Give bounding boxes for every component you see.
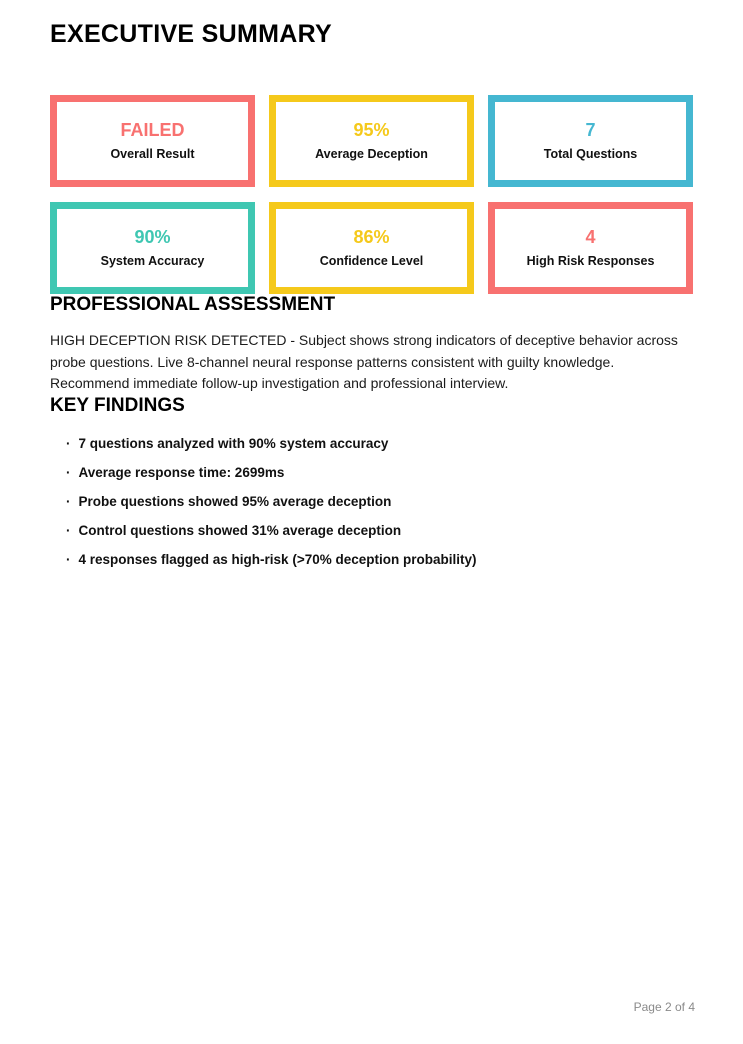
findings-heading: KEY FINDINGS [50, 394, 185, 416]
finding-item [66, 437, 693, 451]
page-number: Page 2 of 4 [633, 1000, 695, 1014]
stat-value: 4 [585, 227, 596, 248]
bullet-icon: · [66, 464, 71, 480]
stat-value: 86% [353, 227, 390, 248]
bullet-icon: · [66, 522, 71, 538]
stat-card [488, 95, 693, 187]
findings-list [50, 437, 693, 567]
finding-item [66, 524, 693, 538]
finding-item [66, 495, 693, 509]
bullet-icon: · [66, 435, 71, 451]
bullet-icon: · [66, 493, 71, 509]
finding-item [66, 553, 693, 567]
finding-text: 4 responses flagged as high-risk (>70% deception probability) [78, 551, 477, 567]
stat-label: Overall Result [110, 147, 195, 162]
stat-card [269, 95, 474, 187]
finding-text: Control questions showed 31% average deception [78, 522, 402, 538]
stat-label: Total Questions [543, 147, 638, 162]
stat-value: 90% [134, 227, 171, 248]
stat-label: Confidence Level [319, 254, 424, 269]
stat-card [50, 95, 255, 187]
stat-value: 7 [585, 120, 596, 141]
finding-item [66, 466, 693, 480]
stat-value: 95% [353, 120, 390, 141]
stat-card [488, 202, 693, 294]
page-title: EXECUTIVE SUMMARY [50, 20, 332, 48]
stat-card [50, 202, 255, 294]
stat-card [269, 202, 474, 294]
stat-label: Average Deception [315, 147, 428, 162]
stat-value: FAILED [120, 120, 185, 141]
assessment-heading: PROFESSIONAL ASSESSMENT [50, 294, 336, 315]
assessment-body: HIGH DECEPTION RISK DETECTED - Subject shows strong indicators of deceptive behavior across probe questions. Live 8-channel neural response patterns consistent with guilty knowledge. Recommend immediate follow-up investigation and professional interview. [50, 332, 678, 391]
stat-label: High Risk Responses [526, 254, 655, 269]
finding-text: 7 questions analyzed with 90% system accuracy [78, 435, 389, 451]
summary-stat-cards [50, 95, 693, 294]
stat-label: System Accuracy [100, 254, 205, 269]
finding-text: Average response time: 2699ms [78, 464, 285, 480]
finding-text: Probe questions showed 95% average deception [78, 493, 392, 509]
bullet-icon: · [66, 551, 71, 567]
